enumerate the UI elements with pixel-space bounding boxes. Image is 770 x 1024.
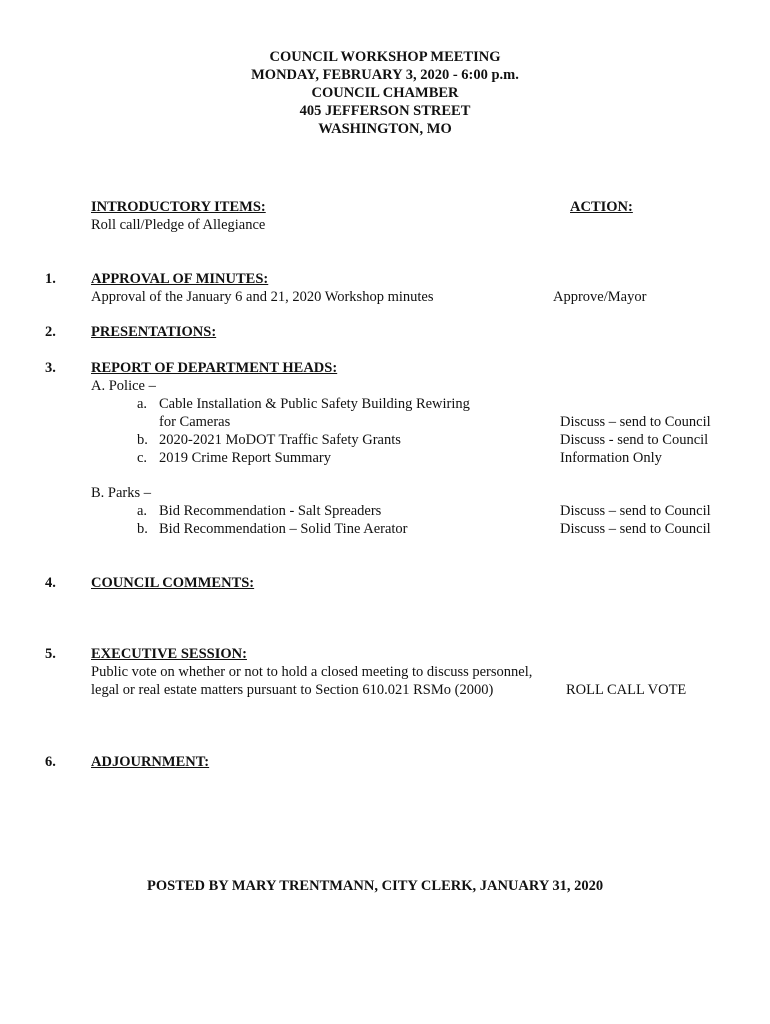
posted-by-notice: POSTED BY MARY TRENTMANN, CITY CLERK, JANUARY 31, 2020 xyxy=(147,878,604,894)
section-number: 4. xyxy=(45,575,56,591)
executive-session-text-1: Public vote on whether or not to hold a closed meeting to discuss personnel, xyxy=(91,664,533,680)
meeting-location: COUNCIL CHAMBER xyxy=(311,85,459,101)
section-number: 5. xyxy=(45,646,56,662)
list-marker: c. xyxy=(137,450,148,466)
police-item-c-action: Information Only xyxy=(560,450,662,466)
section-number: 1. xyxy=(45,271,56,287)
intro-heading: INTRODUCTORY ITEMS: xyxy=(91,199,266,215)
list-marker: a. xyxy=(137,396,148,412)
action-heading: ACTION: xyxy=(570,199,633,215)
parks-item-b: Bid Recommendation – Solid Tine Aerator xyxy=(159,521,408,537)
executive-session-heading: EXECUTIVE SESSION: xyxy=(91,646,247,662)
list-marker: a. xyxy=(137,503,148,519)
police-item-a-action: Discuss – send to Council xyxy=(560,414,711,430)
list-marker: b. xyxy=(137,432,148,448)
meeting-address: 405 JEFFERSON STREET xyxy=(299,103,471,119)
meeting-title: COUNCIL WORKSHOP MEETING xyxy=(269,49,501,65)
meeting-city: WASHINGTON, MO xyxy=(318,121,452,137)
meeting-date: MONDAY, FEBRUARY 3, 2020 - 6:00 p.m. xyxy=(251,67,519,83)
parks-label: B. Parks – xyxy=(91,485,152,501)
police-item-a: Cable Installation & Public Safety Building Rewiring xyxy=(159,396,470,412)
section-number: 6. xyxy=(45,754,56,770)
dept-heads-heading: REPORT OF DEPARTMENT HEADS: xyxy=(91,360,338,376)
adjournment-heading: ADJOURNMENT: xyxy=(91,754,210,770)
minutes-action: Approve/Mayor xyxy=(553,289,647,305)
police-item-a-cont: for Cameras xyxy=(159,414,231,430)
intro-item: Roll call/Pledge of Allegiance xyxy=(91,217,266,233)
parks-item-a-action: Discuss – send to Council xyxy=(560,503,711,519)
police-item-b-action: Discuss - send to Council xyxy=(560,432,709,448)
police-label: A. Police – xyxy=(91,378,156,394)
presentations-heading: PRESENTATIONS: xyxy=(91,324,217,340)
council-comments-heading: COUNCIL COMMENTS: xyxy=(91,575,255,591)
list-marker: b. xyxy=(137,521,148,537)
minutes-heading: APPROVAL OF MINUTES: xyxy=(91,271,269,287)
section-number: 3. xyxy=(45,360,56,376)
executive-session-action: ROLL CALL VOTE xyxy=(566,682,687,698)
parks-item-b-action: Discuss – send to Council xyxy=(560,521,711,537)
executive-session-text-2: legal or real estate matters pursuant to Section 610.021 RSMo (2000) xyxy=(91,682,494,698)
minutes-text: Approval of the January 6 and 21, 2020 Workshop minutes xyxy=(91,289,434,305)
parks-item-a: Bid Recommendation - Salt Spreaders xyxy=(159,503,382,519)
police-item-b: 2020-2021 MoDOT Traffic Safety Grants xyxy=(159,432,401,448)
section-number: 2. xyxy=(45,324,56,340)
police-item-c: 2019 Crime Report Summary xyxy=(159,450,331,466)
